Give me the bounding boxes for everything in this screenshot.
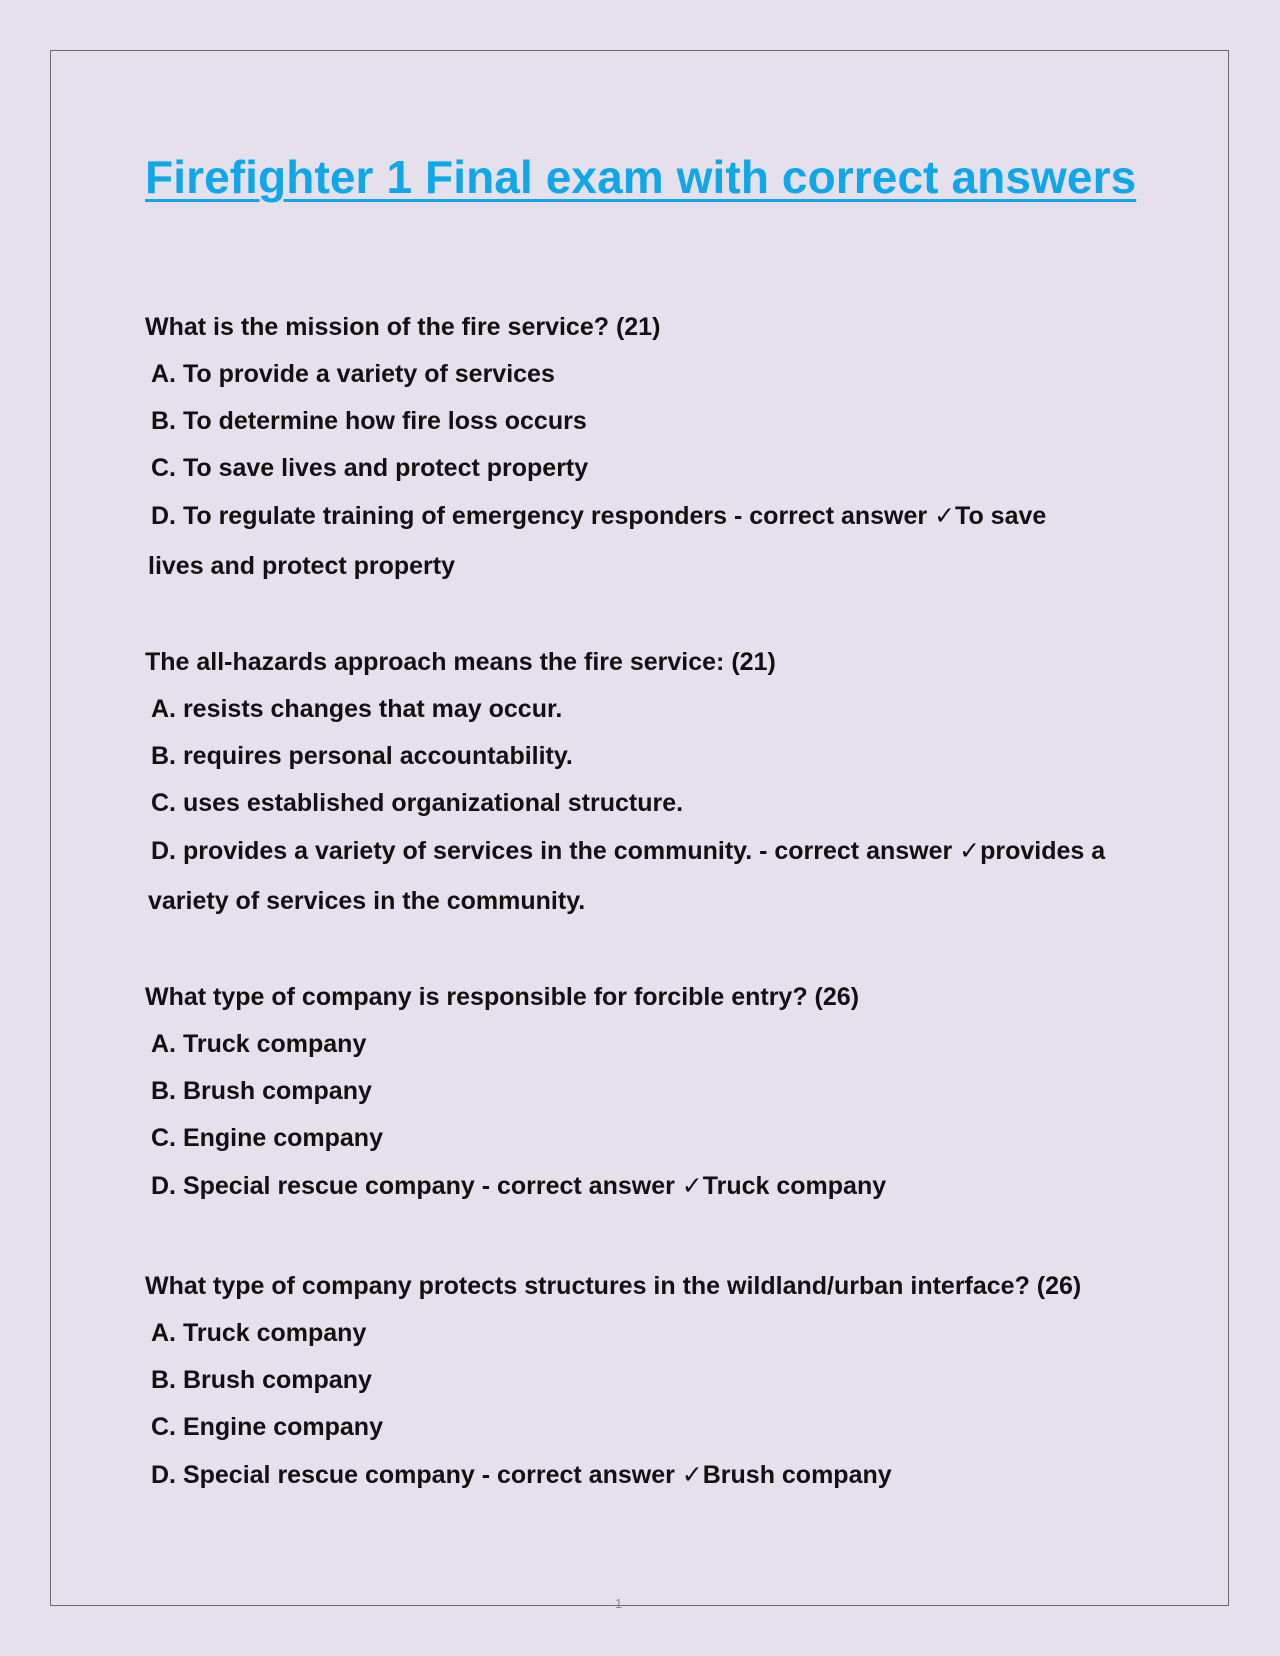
answer-option-with-correct-answer [145,1161,1185,1211]
answer-line: D. To regulate training of emergency responders - correct answer ✓To save [151,502,1047,530]
question-text: What type of company is responsible for forcible entry? (26) [145,983,860,1011]
answer-option-with-correct-answer [145,826,1185,926]
answer-line-continued: lives and protect property [148,552,456,580]
answer-option: B. Brush company [151,1366,372,1394]
page-number: 1 [615,1596,623,1611]
question-text: What type of company protects structures in the wildland/urban interface? (26) [145,1272,1082,1300]
question-text: The all-hazards approach means the fire service: (21) [145,648,776,676]
answer-option: A. To provide a variety of services [151,360,555,388]
answer-option: B. To determine how fire loss occurs [151,407,587,435]
answer-option: B. Brush company [151,1077,372,1105]
document-title: Firefighter 1 Final exam with correct answers [145,151,1137,203]
answer-option-with-correct-answer [145,491,1185,591]
question-block [145,647,1185,926]
answer-option: C. To save lives and protect property [151,454,589,482]
answer-line-continued: variety of services in the community. [148,887,586,915]
question-block [145,982,1185,1211]
answer-line: D. Special rescue company - correct answer ✓Truck company [151,1172,887,1200]
answer-option: A. Truck company [151,1030,367,1058]
answer-option: C. uses established organizational structure. [151,789,684,817]
answer-option: C. Engine company [151,1413,383,1441]
answer-line: D. provides a variety of services in the community. - correct answer ✓provides a [151,837,1106,865]
answer-option: C. Engine company [151,1124,383,1152]
answer-option-with-correct-answer [145,1450,1185,1500]
question-block [145,1271,1185,1500]
question-text: What is the mission of the fire service? (21) [145,313,661,341]
answer-line: D. Special rescue company - correct answer ✓Brush company [151,1461,892,1489]
question-block [145,312,1185,591]
answer-option: B. requires personal accountability. [151,742,573,770]
answer-option: A. Truck company [151,1319,367,1347]
answer-option: A. resists changes that may occur. [151,695,563,723]
